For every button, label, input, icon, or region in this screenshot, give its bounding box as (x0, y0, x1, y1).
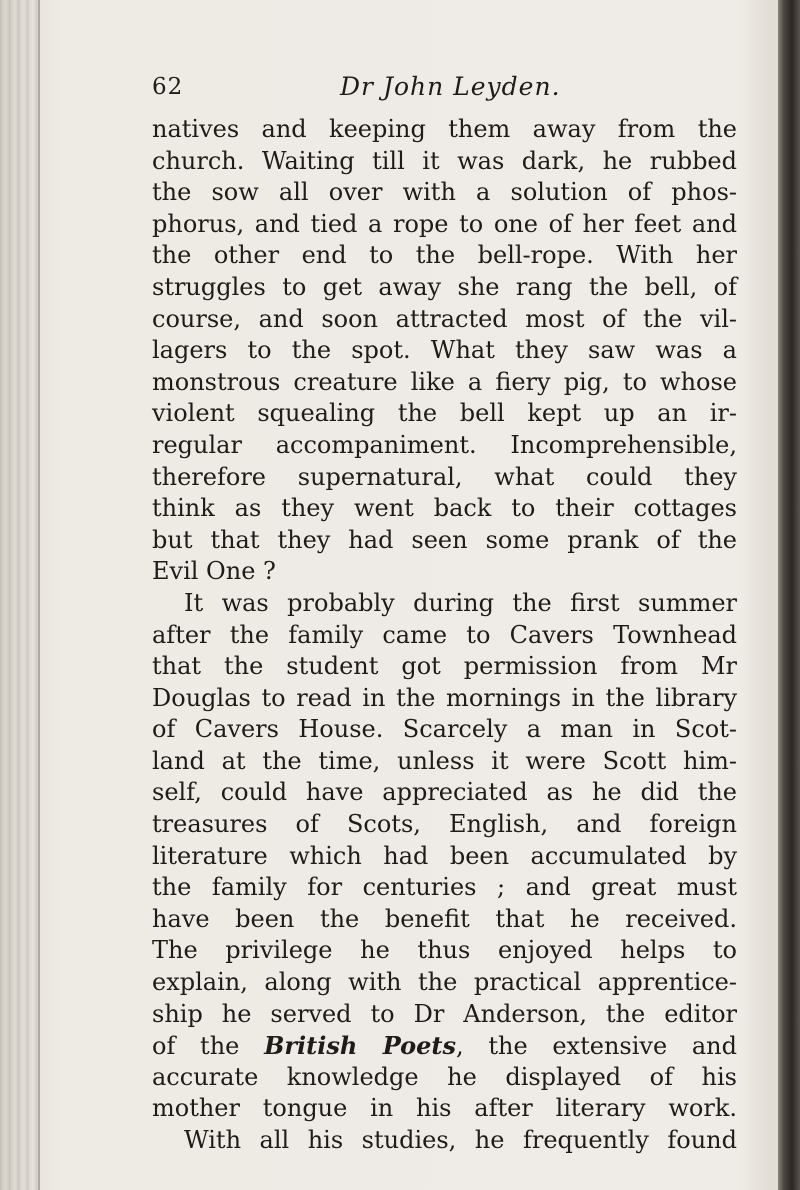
text-line: Douglas to read in the mornings in the library (152, 683, 737, 712)
text-line-paragraph-end: Evil One ? (152, 557, 276, 586)
text-line-paragraph-start: It was probably during the first summer (184, 588, 737, 617)
text-line: accurate knowledge he displayed of his (152, 1062, 737, 1091)
text-line: regular accompaniment. Incomprehensible, (152, 430, 737, 459)
text-line: the family for centuries ; and great must (152, 873, 737, 902)
text-line: mother tongue in his after literary work. (152, 1094, 737, 1123)
text-line: land at the time, unless it were Scott him- (152, 746, 737, 775)
text-line: ship he served to Dr Anderson, the editor (152, 999, 737, 1028)
body-text (152, 114, 737, 1157)
text-line: treasures of Scots, English, and foreign (152, 810, 737, 839)
running-head-title: Dr John Leyden. (340, 72, 561, 101)
text-line: course, and soon attracted most of the vil- (152, 304, 737, 333)
text-line: explain, along with the practical apprentice- (152, 968, 737, 997)
text-line: church. Waiting till it was dark, he rubbed (152, 146, 737, 175)
text-line: lagers to the spot. What they saw was a (152, 336, 737, 365)
text-line-with-italic-title (152, 1030, 737, 1062)
text-line: the other end to the bell-rope. With her (152, 241, 737, 270)
book-binding-gutter (0, 0, 40, 1190)
text-line: phorus, and tied a rope to one of her feet and (152, 209, 737, 238)
text-line: The privilege he thus enjoyed helps to (152, 936, 737, 965)
italic-book-title: British Poets (264, 1031, 456, 1061)
text-line: that the student got permission from Mr (152, 652, 737, 681)
page-edge-shadow (778, 0, 800, 1190)
text-line: think as they went back to their cottages (152, 494, 737, 523)
text-line: therefore supernatural, what could they (152, 462, 737, 491)
page-number: 62 (152, 74, 184, 100)
text-line: struggles to get away she rang the bell, of (152, 272, 737, 301)
text-line: but that they had seen some prank of the (152, 525, 737, 554)
text-line: monstrous creature like a fiery pig, to whose (152, 367, 737, 396)
text-line: of Cavers House. Scarcely a man in Scot- (152, 715, 737, 744)
text-line: have been the benefit that he received. (152, 904, 737, 933)
text-line: natives and keeping them away from the (152, 115, 737, 143)
text-line: the sow all over with a solution of phos- (152, 178, 737, 207)
text-line: self, could have appreciated as he did the (152, 778, 737, 807)
text-line-paragraph-start: With all his studies, he frequently found (184, 1126, 737, 1154)
text-line: violent squealing the bell kept up an ir- (152, 399, 737, 428)
text-fragment: , the extensive and (456, 1032, 737, 1061)
text-fragment: of the (152, 1032, 265, 1061)
text-line: after the family came to Cavers Townhead (152, 620, 737, 649)
text-line: literature which had been accumulated by (152, 841, 737, 870)
